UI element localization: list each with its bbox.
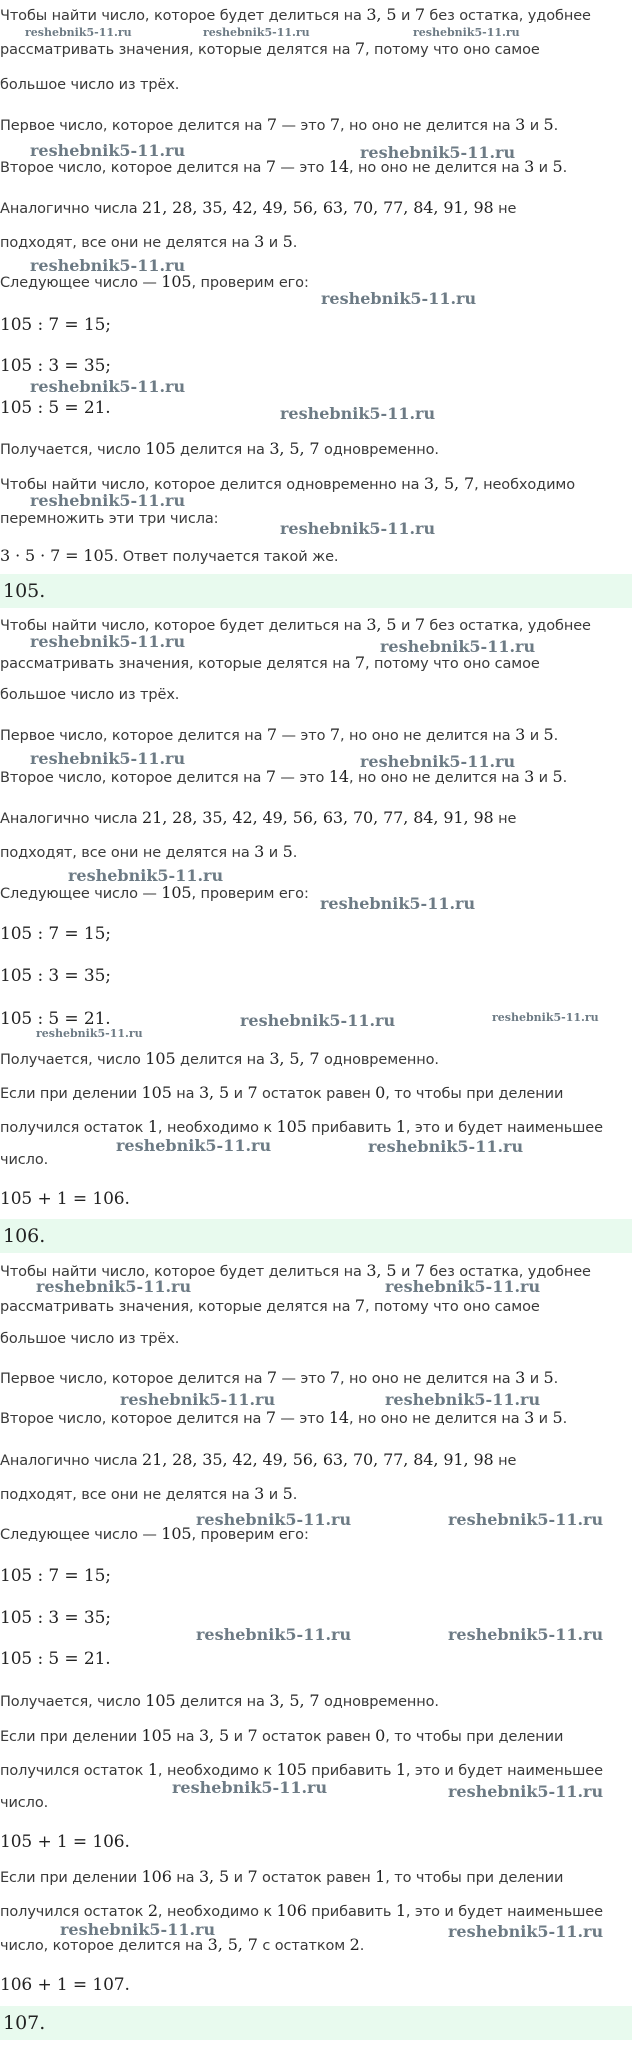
watermark: reshebnik5-11.ru xyxy=(36,1277,192,1296)
answer-bar xyxy=(0,574,632,608)
formula: 105 + 1 = 106. xyxy=(0,1832,130,1852)
text-line: Первое число, которое делится на 7 — это 7, но оно не делится на 3 и 5. xyxy=(0,115,559,134)
formula: 105 : 5 = 21. xyxy=(0,398,111,418)
watermark: reshebnik5-11.ru xyxy=(30,632,186,651)
watermark: reshebnik5-11.ru xyxy=(30,491,186,510)
watermark: reshebnik5-11.ru xyxy=(280,404,436,423)
formula: 105 : 3 = 35; xyxy=(0,356,111,376)
answer-value: 107. xyxy=(3,2012,46,2034)
text-line: Следующее число — 105, проверим его: xyxy=(0,1524,309,1543)
watermark: reshebnik5-11.ru xyxy=(30,377,186,396)
formula: 105 : 3 = 35; xyxy=(0,1608,111,1628)
watermark: reshebnik5-11.ru xyxy=(492,1011,599,1024)
watermark: reshebnik5-11.ru xyxy=(172,1778,328,1797)
watermark: reshebnik5-11.ru xyxy=(30,256,186,275)
watermark: reshebnik5-11.ru xyxy=(320,894,476,913)
text-line: число. xyxy=(0,1152,49,1168)
formula: 105 : 7 = 15; xyxy=(0,1566,111,1586)
text-line: Получается, число 105 делится на 3, 5, 7 одновременно. xyxy=(0,439,439,458)
watermark: reshebnik5-11.ru xyxy=(413,26,520,39)
text-line: Чтобы найти число, которое будет делиться на 3, 5 и 7 без остатка, удобнее xyxy=(0,1261,591,1280)
watermark: reshebnik5-11.ru xyxy=(448,1922,604,1941)
watermark: reshebnik5-11.ru xyxy=(280,519,436,538)
watermark: reshebnik5-11.ru xyxy=(30,749,186,768)
text-line: подходят, все они не делятся на 3 и 5. xyxy=(0,842,298,861)
text-line: большое число из трёх. xyxy=(0,687,180,703)
formula: 105 : 7 = 15; xyxy=(0,924,111,944)
watermark: reshebnik5-11.ru xyxy=(240,1011,396,1030)
watermark: reshebnik5-11.ru xyxy=(360,143,516,162)
text-line: Аналогично числа 21, 28, 35, 42, 49, 56, 63, 70, 77, 84, 91, 98 не xyxy=(0,808,517,827)
formula: 105 : 5 = 21. xyxy=(0,1649,111,1669)
text-line: Получается, число 105 делится на 3, 5, 7 одновременно. xyxy=(0,1691,439,1710)
watermark: reshebnik5-11.ru xyxy=(68,866,224,885)
watermark: reshebnik5-11.ru xyxy=(448,1510,604,1529)
formula: 105 : 7 = 15; xyxy=(0,315,111,335)
text-line: получился остаток 2, необходимо к 106 прибавить 1, это и будет наименьшее xyxy=(0,1901,603,1920)
text-line: получился остаток 1, необходимо к 105 прибавить 1, это и будет наименьшее xyxy=(0,1117,603,1136)
watermark: reshebnik5-11.ru xyxy=(368,1137,524,1156)
text-line: Первое число, которое делится на 7 — это 7, но оно не делится на 3 и 5. xyxy=(0,1368,559,1387)
formula: 106 + 1 = 107. xyxy=(0,1975,130,1995)
text-line: Следующее число — 105, проверим его: xyxy=(0,272,309,291)
text-line: Если при делении 106 на 3, 5 и 7 остаток равен 1, то чтобы при делении xyxy=(0,1867,564,1886)
text-line: Аналогично числа 21, 28, 35, 42, 49, 56, 63, 70, 77, 84, 91, 98 не xyxy=(0,1450,517,1469)
text-line: число, которое делится на 3, 5, 7 с остатком 2. xyxy=(0,1935,365,1954)
text-line: получился остаток 1, необходимо к 105 прибавить 1, это и будет наименьшее xyxy=(0,1760,603,1779)
text-line: перемножить эти три числа: xyxy=(0,511,219,527)
text-line: Аналогично числа 21, 28, 35, 42, 49, 56, 63, 70, 77, 84, 91, 98 не xyxy=(0,198,517,217)
formula: 105 : 5 = 21. xyxy=(0,1009,111,1029)
text-line: Чтобы найти число, которое делится одновременно на 3, 5, 7, необходимо xyxy=(0,474,576,493)
text-line: Если при делении 105 на 3, 5 и 7 остаток равен 0, то чтобы при делении xyxy=(0,1083,564,1102)
watermark: reshebnik5-11.ru xyxy=(385,1390,541,1409)
text-line: Следующее число — 105, проверим его: xyxy=(0,883,309,902)
text-line: Чтобы найти число, которое будет делиться на 3, 5 и 7 без остатка, удобнее xyxy=(0,5,591,24)
answer-bar xyxy=(0,2006,632,2040)
formula: 105 + 1 = 106. xyxy=(0,1189,130,1209)
text-line: число. xyxy=(0,1795,49,1811)
answer-value: 105. xyxy=(3,580,46,602)
watermark: reshebnik5-11.ru xyxy=(203,26,310,39)
text-line: большое число из трёх. xyxy=(0,77,180,93)
text-line: Получается, число 105 делится на 3, 5, 7 одновременно. xyxy=(0,1049,439,1068)
watermark: reshebnik5-11.ru xyxy=(385,1277,541,1296)
text-line: Второе число, которое делится на 7 — это 14, но оно не делится на 3 и 5. xyxy=(0,1408,568,1427)
watermark: reshebnik5-11.ru xyxy=(120,1390,276,1409)
text-line: Если при делении 105 на 3, 5 и 7 остаток равен 0, то чтобы при делении xyxy=(0,1726,564,1745)
text-line: 3 · 5 · 7 = 105. Ответ получается такой же. xyxy=(0,546,339,565)
text-line: Чтобы найти число, которое будет делиться на 3, 5 и 7 без остатка, удобнее xyxy=(0,615,591,634)
watermark: reshebnik5-11.ru xyxy=(380,637,536,656)
text-line: Первое число, которое делится на 7 — это 7, но оно не делится на 3 и 5. xyxy=(0,725,559,744)
text-line: подходят, все они не делятся на 3 и 5. xyxy=(0,1484,298,1503)
text-line: большое число из трёх. xyxy=(0,1331,180,1347)
text-line: Второе число, которое делится на 7 — это 14, но оно не делится на 3 и 5. xyxy=(0,767,568,786)
watermark: reshebnik5-11.ru xyxy=(448,1782,604,1801)
formula: 105 : 3 = 35; xyxy=(0,966,111,986)
watermark: reshebnik5-11.ru xyxy=(30,141,186,160)
watermark: reshebnik5-11.ru xyxy=(321,289,477,308)
text-line: Второе число, которое делится на 7 — это 14, но оно не делится на 3 и 5. xyxy=(0,157,568,176)
watermark: reshebnik5-11.ru xyxy=(60,1920,216,1939)
watermark: reshebnik5-11.ru xyxy=(196,1510,352,1529)
watermark: reshebnik5-11.ru xyxy=(116,1136,272,1155)
text-line: подходят, все они не делятся на 3 и 5. xyxy=(0,232,298,251)
text-line: рассматривать значения, которые делятся на 7, потому что оно самое xyxy=(0,39,540,58)
text-line: рассматривать значения, которые делятся на 7, потому что оно самое xyxy=(0,1296,540,1315)
text-line: рассматривать значения, которые делятся на 7, потому что оно самое xyxy=(0,653,540,672)
answer-value: 106. xyxy=(3,1225,46,1247)
watermark: reshebnik5-11.ru xyxy=(448,1625,604,1644)
watermark: reshebnik5-11.ru xyxy=(36,1027,143,1040)
answer-bar xyxy=(0,1219,632,1253)
watermark: reshebnik5-11.ru xyxy=(360,752,516,771)
watermark: reshebnik5-11.ru xyxy=(196,1625,352,1644)
watermark: reshebnik5-11.ru xyxy=(25,26,132,39)
